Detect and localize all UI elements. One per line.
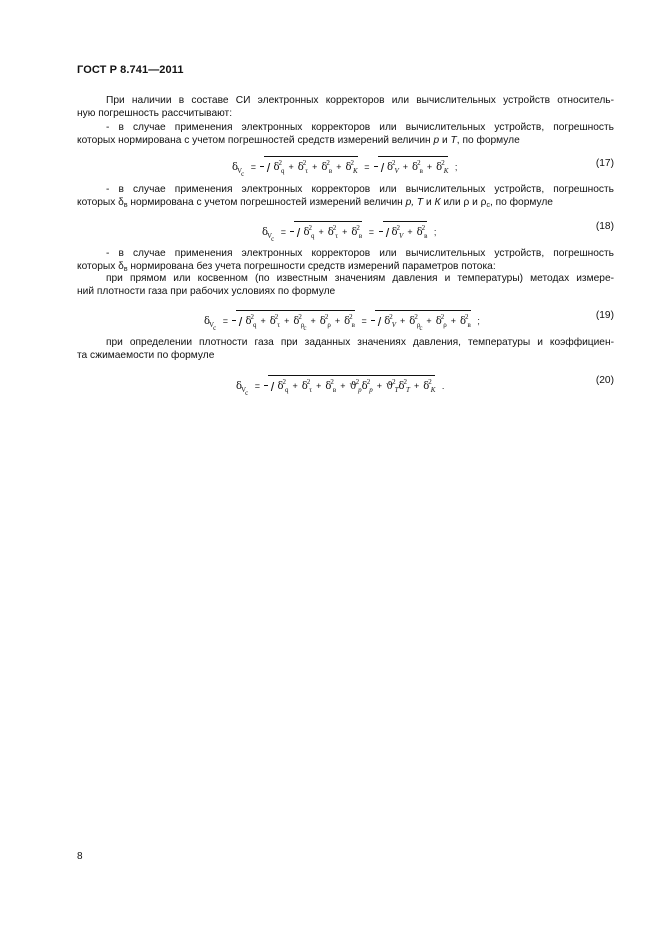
paragraph-case-1 bbox=[77, 122, 614, 147]
equation-number-18: (18) bbox=[595, 221, 614, 232]
paragraph-line: при прямом или косвенном (по известным значениям давления и температуры) методах измере- bbox=[106, 273, 614, 284]
paragraph-line: - в случае применения электронных корректоров или вычислительных устройств, погрешность bbox=[106, 122, 614, 133]
paragraph-line: При наличии в составе СИ электронных корректоров или вычислительных устройств относитель- bbox=[106, 95, 614, 106]
formula-17: $\delta_{V_c} = \delta^2_q + \delta^2_\tau + \delta^2_в + \delta^2_K = \delta^2_V + \delta^2_в + \delta^2_K$ ; bbox=[232, 156, 461, 178]
paragraph-case-2 bbox=[77, 184, 614, 212]
paragraph-line: - в случае применения электронных корректоров или вычислительных устройств, погрешность bbox=[106, 184, 614, 195]
paragraph-line: которых нормирована с учетом погрешностей средств измерений величин р и Т, по формуле bbox=[77, 134, 520, 146]
paragraph-line: - в случае применения электронных корректоров или вычислительных устройств, погрешность bbox=[106, 248, 614, 259]
formula-20: $\delta_{V_c} = \delta^2_q + \delta^2_\tau + \delta^2_в + ϑ^2_p\delta^2_p + ϑ^2_T\delta^2_T + \delta^2_K$ . bbox=[236, 375, 448, 397]
paragraph-line: та сжимаемости по формуле bbox=[77, 349, 215, 361]
paragraph-direct-method bbox=[77, 273, 614, 298]
equation-number-19: (19) bbox=[595, 310, 614, 321]
equation-number-17: (17) bbox=[595, 158, 614, 169]
equation-number-20: (20) bbox=[595, 375, 614, 386]
paragraph-line: ную погрешность рассчитывают: bbox=[77, 107, 233, 119]
paragraph-line: при определении плотности газа при заданных значениях давления, температуры и коэффициен- bbox=[106, 337, 614, 348]
paragraph-intro bbox=[77, 95, 614, 120]
formula-18: $\delta_{V_c} = \delta^2_q + \delta^2_\tau + \delta^2_в = \delta^2_V + \delta^2_в$ ; bbox=[262, 221, 440, 243]
document-header: ГОСТ Р 8.741—2011 bbox=[77, 64, 184, 76]
paragraph-line: которых $\delta_в$ нормирована без учета погрешности средств измерений параметров потока: bbox=[77, 260, 496, 273]
paragraph-line: ний плотности газа при рабочих условиях по формуле bbox=[77, 285, 336, 297]
formula-19: $\delta_{V_c} = \delta^2_q + \delta^2_\tau + \delta^2_{\rho_c}+ \delta^2_\rho + \delta^2_в = \delta^2_V + \delta^2_{\rho_c}+ \delta^2_\rho + \delta^2_в$ ; bbox=[204, 310, 484, 332]
paragraph-case-3 bbox=[77, 248, 614, 276]
paragraph-given-values bbox=[77, 337, 614, 362]
page-number: 8 bbox=[77, 851, 83, 862]
paragraph-line: которых $\delta_в$ нормирована с учетом погрешностей измерений величин р, Т и К или ρ и $\rho_с$, по формуле bbox=[77, 196, 553, 209]
